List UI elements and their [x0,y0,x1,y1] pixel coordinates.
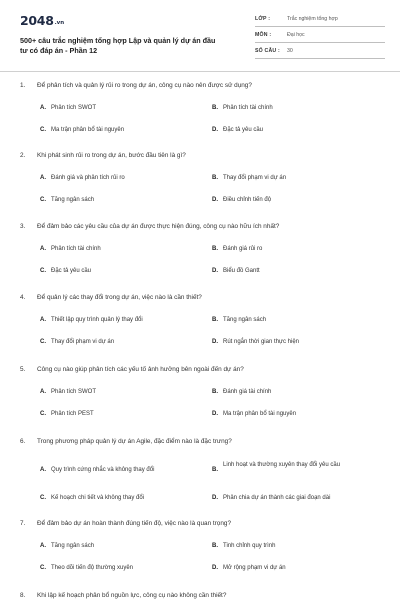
option-text: Ma trận phân bổ tài nguyên [51,127,125,133]
option-letter: A. [40,246,46,252]
meta-value: Trắc nghiệm tổng hợp [287,16,338,22]
option-text: Linh hoạt và thường xuyên thay đổi yêu cầu [223,462,341,468]
option-letter: D. [212,268,218,274]
question-number: 4. [20,294,26,301]
option-letter: C. [40,197,46,203]
question-text [20,438,390,446]
option-letter: C. [40,339,46,345]
question-number: 2. [20,152,26,159]
option-text: Đánh giá và phân tích rủi ro [51,175,125,181]
question-number: 3. [20,223,26,230]
meta-row-count [255,46,385,59]
header-divider [0,71,400,72]
option-letter: D. [212,411,218,417]
meta-label: MÔN : [255,32,272,38]
option-letter: C. [40,495,46,501]
option-text: Kế hoạch chi tiết và không thay đổi [51,495,145,501]
document-meta [255,14,385,62]
option-letter: D. [212,127,218,133]
option-text: Mở rộng phạm vi dự án [223,565,286,571]
logo-suffix: .vn [54,20,65,26]
option-text: Thay đổi phạm vi dự án [223,175,287,181]
meta-label: SỐ CÂU : [255,48,280,54]
option-letter: B. [212,317,218,323]
option-letter: C. [40,565,46,571]
option-letter: B. [212,543,218,549]
question-text [20,366,390,374]
option-text: Phân tích SWOT [51,389,97,395]
option-text: Tăng ngân sách [51,197,95,203]
option-letter: D. [212,495,218,501]
question-prompt: Để phân tích và quản lý rủi ro trong dự án, công cụ nào nên được sử dụng? [37,82,252,89]
option-letter: B. [212,105,218,111]
option-letter: D. [212,339,218,345]
option-text: Thay đổi phạm vi dự án [51,339,115,345]
meta-row-subject [255,30,385,43]
site-logo[interactable] [20,14,64,30]
option-letter: C. [40,268,46,274]
question-text [20,520,390,528]
option-letter: C. [40,127,46,133]
option-letter: A. [40,543,46,549]
option-letter: D. [212,565,218,571]
option-text: Phân tích SWOT [51,105,97,111]
question-number: 6. [20,438,26,445]
option-text: Thiết lập quy trình quản lý thay đổi [51,317,143,323]
option-letter: A. [40,467,46,473]
question-prompt: Để đảm bảo dự án hoàn thành đúng tiến độ, việc nào là quan trọng? [37,520,232,527]
question-prompt: Để đảm bảo các yêu cầu của dự án được thực hiện đúng, công cụ nào hữu ích nhất? [37,223,280,230]
option-text: Đánh giá tài chính [223,389,272,395]
question-prompt: Để quản lý các thay đổi trong dự án, việc nào là cần thiết? [37,294,202,301]
option-letter: B. [212,175,218,181]
option-letter: A. [40,317,46,323]
option-text: Quy trình cứng nhắc và không thay đổi [51,467,155,473]
option-text: Tăng ngân sách [51,543,95,549]
option-letter: B. [212,246,218,252]
question-number: 5. [20,366,26,373]
question-number: 8. [20,592,26,599]
meta-row-class [255,14,385,27]
question-prompt: Khi lập kế hoạch phân bổ nguồn lực, công cụ nào không cần thiết? [37,592,227,599]
option-text: Tăng ngân sách [223,317,267,323]
option-letter: A. [40,175,46,181]
option-letter: B. [212,467,218,473]
option-text: Biểu đồ Gantt [223,268,260,274]
document-header [20,14,385,64]
option-letter: D. [212,197,218,203]
question-text [20,152,390,160]
option-letter: A. [40,105,46,111]
option-letter: C. [40,411,46,417]
option-letter: A. [40,389,46,395]
option-text: Đặc tả yêu cầu [223,127,264,133]
question-prompt: Công cụ nào giúp phân tích các yếu tố ảnh hưởng bên ngoài đến dự án? [37,366,244,373]
option-text: Đặc tả yêu cầu [51,268,92,274]
option-text: Phân tích tài chính [223,105,273,111]
option-text: Phân tích PEST [51,411,94,417]
question-text [20,592,390,600]
logo-text: 2048 [20,13,54,28]
question-text [20,223,390,231]
option-text: Phân chia dự án thành các giai đoạn dài [223,495,331,501]
question-text [20,294,390,302]
option-text: Phân tích tài chính [51,246,101,252]
option-text: Rút ngắn thời gian thực hiện [223,339,299,345]
question-text [20,82,390,90]
option-letter: B. [212,389,218,395]
document-title: 500+ câu trắc nghiệm tổng hợp Lập và quản lý dự án đầu tư có đáp án - Phần 12 [20,36,216,55]
question-number: 7. [20,520,26,527]
meta-value: 30 [287,48,293,54]
meta-value: Đại học [287,32,305,38]
option-text: Tinh chỉnh quy trình [223,543,276,549]
question-prompt: Trong phương pháp quản lý dự án Agile, đặc điểm nào là đặc trưng? [37,438,232,445]
option-text: Ma trận phân bổ tài nguyên [223,411,297,417]
option-text: Đánh giá rủi ro [223,246,263,252]
meta-label: LỚP : [255,16,271,22]
question-number: 1. [20,82,26,89]
question-prompt: Khi phát sinh rủi ro trong dự án, bước đầu tiên là gì? [37,152,186,159]
option-text: Theo dõi tiến độ thường xuyên [51,565,134,571]
option-text: Điều chỉnh tiến độ [223,197,272,203]
